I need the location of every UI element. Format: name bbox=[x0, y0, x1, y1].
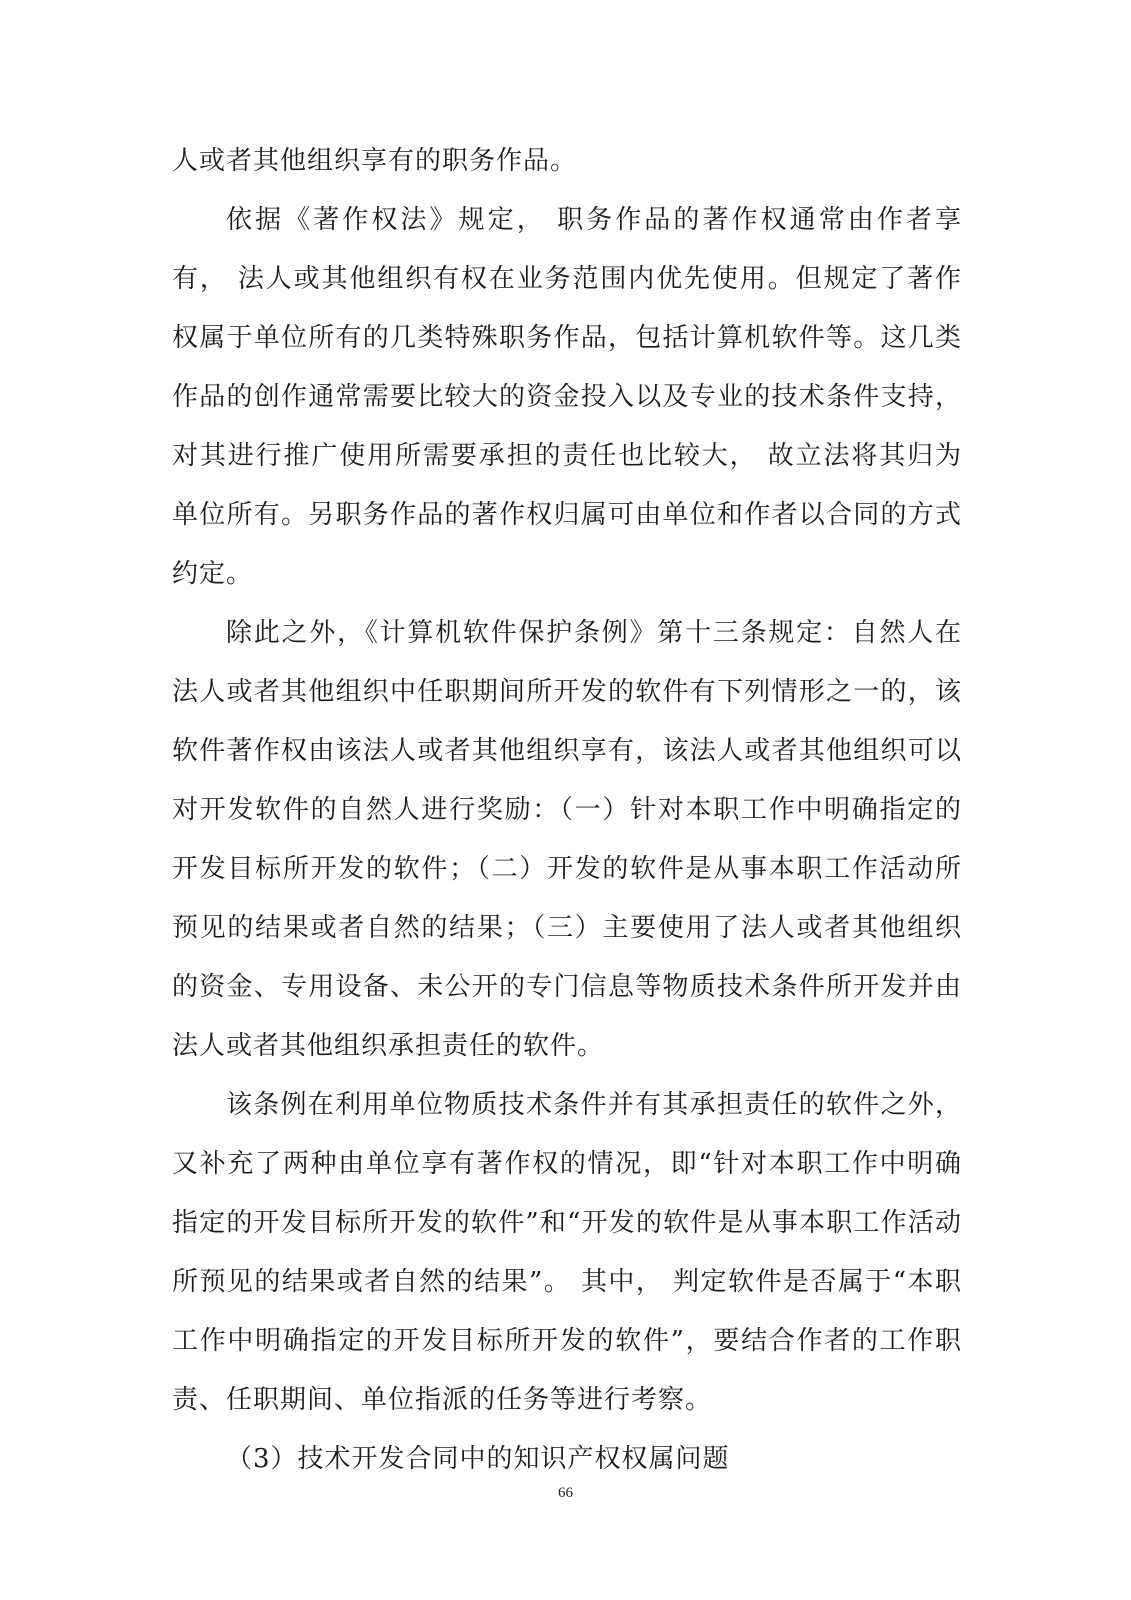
paragraph-copyright-law: 依据《著作权法》规定， 职务作品的著作权通常由作者享有， 法人或其他组织有权在业务范围内优先使用。但规定了著作权属于单位所有的几类特殊职务作品，包括计算机软件等。这几类作品的创作通常需要比较大的资金投入以及专业的技术条件支持， 对其进行推广使用所需要承担的责任也比较大， 故立法将其归为单位所有。另职务作品的著作权归属可由单位和作者以合同的方式约定。 bbox=[172, 205, 962, 589]
paragraph-software-regulation: 除此之外，《计算机软件保护条例》第十三条规定：自然人在法人或者其他组织中任职期间所开发的软件有下列情形之一的，该软件著作权由该法人或者其他组织享有，该法人或者其他组织可以对开发软件的自然人进行奖励：（一）针对本职工作中明确指定的开发目标所开发的软件；（二）开发的软件是从事本职工作活动所预见的结果或者自然的结果；（三）主要使用了法人或者其他组织的资金、专用设备、未公开的专门信息等物质技术条件所开发并由法人或者其他组织承担责任的软件。 bbox=[172, 618, 962, 1061]
page-number: 66 bbox=[558, 1485, 573, 1501]
paragraph-continuation: 人或者其他组织享有的职务作品。 bbox=[172, 146, 578, 176]
paragraph-regulation-analysis: 该条例在利用单位物质技术条件并有其承担责任的软件之外，又补充了两种由单位享有著作权的情况，即“针对本职工作中明确指定的开发目标所开发的软件”和“开发的软件是从事本职工作活动所预见的结果或者自然的结果”。 其中， 判定软件是否属于“本职工作中明确指定的开发目标所开发的软件”，要结合作者的工作职责、任职期间、单位指派的任务等进行考察。 bbox=[172, 1090, 962, 1415]
body-text bbox=[172, 132, 962, 1489]
section-heading: （3）技术开发合同中的知识产权权属问题 bbox=[226, 1444, 730, 1474]
